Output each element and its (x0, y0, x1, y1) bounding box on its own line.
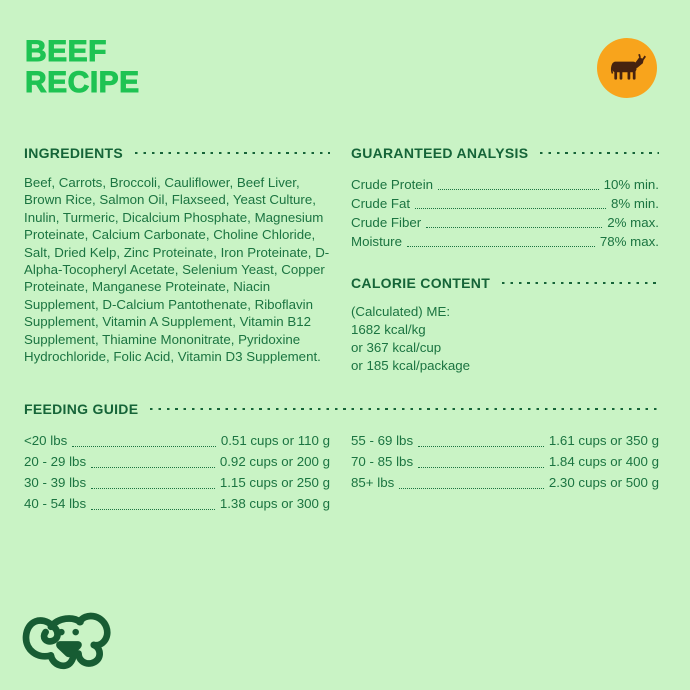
calorie-line: (Calculated) ME: (351, 304, 451, 319)
feeding-rows-right (351, 430, 659, 514)
analysis-label: Crude Fat (351, 196, 411, 211)
ingredients-heading (24, 145, 330, 161)
feeding-amount: 2.30 cups or 500 g (548, 475, 659, 490)
dotted-rule (135, 152, 330, 155)
analysis-row (351, 194, 659, 213)
weight-range: <20 lbs (24, 433, 68, 448)
weight-range: 70 - 85 lbs (351, 454, 414, 469)
dotted-leader (438, 189, 599, 190)
cow-icon (608, 53, 646, 83)
dog-icon (21, 602, 117, 686)
analysis-rows (351, 175, 659, 251)
dotted-leader (91, 467, 215, 468)
label-header (0, 0, 690, 98)
calorie-content-section (351, 275, 659, 375)
analysis-row (351, 175, 659, 194)
weight-range: 40 - 54 lbs (24, 496, 87, 511)
feeding-guide-heading-label: FEEDING GUIDE (24, 401, 139, 417)
page-title (25, 36, 140, 98)
weight-range: 85+ lbs (351, 475, 395, 490)
guaranteed-analysis-section (351, 145, 659, 251)
dotted-leader (418, 467, 544, 468)
calorie-line: 1682 kcal/kg (351, 322, 426, 337)
analysis-row (351, 213, 659, 232)
feeding-row (351, 430, 659, 451)
feeding-row (24, 472, 330, 493)
feeding-amount: 0.92 cups or 200 g (219, 454, 330, 469)
title-line-2: RECIPE (25, 66, 140, 99)
ingredients-heading-label: INGREDIENTS (24, 145, 123, 161)
feeding-row (24, 451, 330, 472)
calorie-content-heading-label: CALORIE CONTENT (351, 275, 491, 291)
dotted-leader (91, 509, 215, 510)
analysis-row (351, 232, 659, 251)
columns (0, 145, 690, 375)
analysis-value: 2% max. (607, 215, 659, 230)
feeding-amount: 1.84 cups or 400 g (548, 454, 659, 469)
dotted-leader (72, 446, 216, 447)
analysis-label: Crude Protein (351, 177, 434, 192)
feeding-amount: 1.15 cups or 250 g (219, 475, 330, 490)
analysis-value: 78% max. (599, 234, 659, 249)
weight-range: 20 - 29 lbs (24, 454, 87, 469)
dotted-rule (540, 152, 659, 155)
feeding-columns (0, 430, 690, 514)
feeding-guide-section (0, 401, 690, 514)
feeding-row (24, 493, 330, 514)
feeding-row (351, 472, 659, 493)
dotted-leader (418, 446, 544, 447)
dotted-leader (399, 488, 544, 489)
calorie-content-heading (351, 275, 659, 291)
feeding-amount: 1.38 cups or 300 g (219, 496, 330, 511)
feeding-amount: 1.61 cups or 350 g (548, 433, 659, 448)
title-line-1: BEEF (25, 35, 108, 68)
dotted-leader (407, 246, 595, 247)
dotted-leader (91, 488, 215, 489)
calorie-line: or 185 kcal/package (351, 358, 471, 373)
feeding-amount: 0.51 cups or 110 g (220, 433, 330, 448)
weight-range: 30 - 39 lbs (24, 475, 87, 490)
dotted-rule (502, 282, 659, 285)
feeding-guide-heading (24, 401, 659, 417)
weight-range: 55 - 69 lbs (351, 433, 414, 448)
dotted-leader (426, 227, 602, 228)
feeding-row (24, 430, 330, 451)
analysis-value: 8% min. (610, 196, 659, 211)
analysis-label: Moisture (351, 234, 402, 249)
right-column (351, 145, 659, 375)
feeding-row (351, 451, 659, 472)
ingredients-text: Beef, Carrots, Broccoli, Cauliflower, Beef Liver, Brown Rice, Salmon Oil, Flaxseed, Yeast Culture, Inulin, Turmeric, Dicalcium Phosphate, Magnesium Proteinate, Calcium Carbonate, Choline Chloride, Salt, Dried Kelp, Zinc Proteinate, Iron Proteinate, D-Alpha-Tocopheryl Acetate, Selenium Yeast, Copper Proteinate, Manganese Proteinate, Niacin Supplement, D-Calcium Pantothenate, Riboflavin Supplement, Vitamin A Supplement, Vitamin B12 Supplement, Thiamine Mononitrate, Pyridoxine Hydrochloride, Folic Acid, Vitamin D3 Supplement. (24, 175, 330, 365)
ingredients-section (24, 145, 330, 375)
calorie-line: or 367 kcal/cup (351, 340, 442, 355)
recipe-badge (597, 38, 657, 98)
guaranteed-analysis-heading (351, 145, 659, 161)
guaranteed-analysis-heading-label: GUARANTEED ANALYSIS (351, 145, 529, 161)
dotted-rule (150, 408, 659, 411)
analysis-label: Crude Fiber (351, 215, 422, 230)
dotted-leader (415, 208, 606, 209)
feeding-rows-left (24, 430, 330, 514)
calorie-lines (351, 303, 659, 375)
analysis-value: 10% min. (603, 177, 659, 192)
